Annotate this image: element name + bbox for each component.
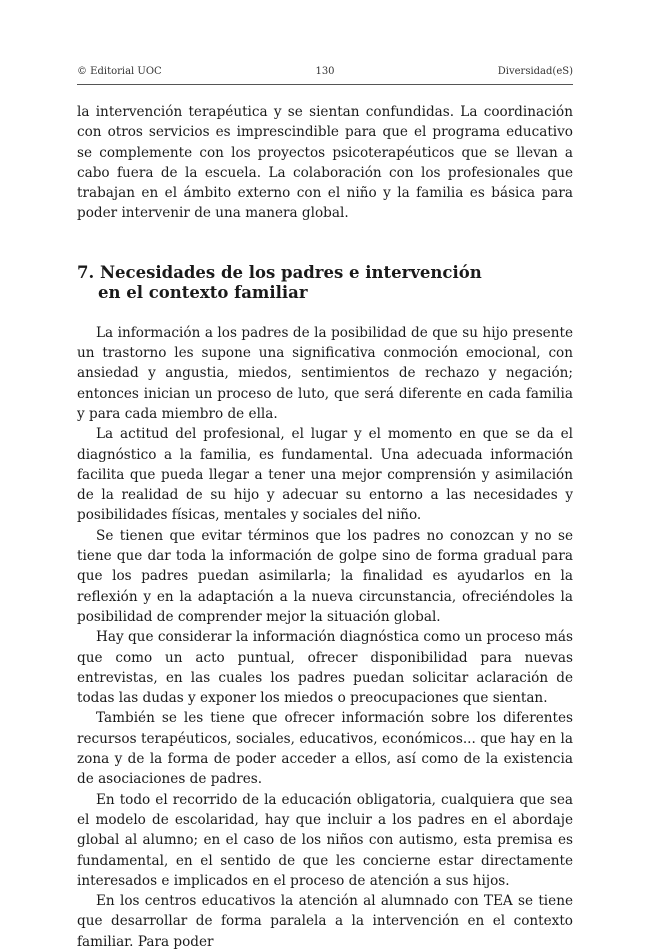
page-body (77, 102, 573, 952)
body-paragraph: La actitud del profesional, el lugar y el momento en que se da el diagnóstico a la familia, es fundamental. Una adecuada información facilita que pueda llegar a tener una mejor comprensión y asimilación de la realidad de su hijo y adecuar su entorno a las necesidades y posibilidades físicas, mentales y sociales del niño. (77, 426, 573, 524)
body-paragraph: En todo el recorrido de la educación obligatoria, cualquiera que sea el modelo de escolaridad, hay que incluir a los padres en el abordaje global al alumno; en el caso de los niños con autismo, esta premisa es fundamental, en el sentido de que les concierne estar directamente interesados e implicados en el proceso de atención a sus hijos. (77, 791, 573, 889)
book-title: Diversidad(eS) (497, 66, 573, 77)
section-heading (77, 263, 573, 303)
body-paragraph: En los centros educativos la atención al alumnado con TEA se tiene que desarrollar de forma paralela a la intervención en el contexto familiar. Para poder (77, 893, 573, 950)
body-paragraph: Hay que considerar la información diagnóstica como un proceso más que como un acto puntual, ofrecer disponibilidad para nuevas entrevistas, en las cuales los padres puedan solicitar aclaración de todas las dudas y exponer los miedos o preocupaciones que sientan. (77, 629, 573, 707)
running-header (77, 66, 573, 82)
section-heading-line1: 7. Necesidades de los padres e intervención (77, 262, 482, 282)
body-paragraph: También se les tiene que ofrecer información sobre los diferentes recursos terapéuticos, sociales, educativos, económicos... que hay en la zona y de la forma de poder acceder a ellos, así como de la existencia de asociaciones de padres. (77, 710, 573, 788)
body-paragraph: La información a los padres de la posibilidad de que su hijo presente un trastorno les supone una significativa conmoción emocional, con ansiedad y angustia, miedos, sentimientos de rechazo y negación; entonces inician un proceso de luto, que será diferente en cada familia y para cada miembro de ella. (77, 324, 573, 422)
body-paragraph: Se tienen que evitar términos que los padres no conozcan y no se tiene que dar toda la información de golpe sino de forma gradual para que los padres puedan asimilarla; la finalidad es ayudarlos en la reflexión y en la adaptación a la nueva circunstancia, ofreciéndoles la posibilidad de comprender mejor la situación global. (77, 527, 573, 625)
page-number: 130 (315, 66, 335, 77)
intro-paragraph: la intervención terapéutica y se sientan confundidas. La coordinación con otros servicios es imprescindible para que el programa educativo se complemente con los proyectos psicoterapéuticos que se llevan a cabo fuera de la escuela. La colaboración con los profesionales que trabajan en el ámbito externo con el niño y la familia es básica para poder intervenir de una manera global. (77, 104, 573, 222)
header-rule (77, 84, 573, 85)
publisher-label: © Editorial UOC (77, 66, 162, 77)
section-heading-line2: en el contexto familiar (98, 282, 308, 302)
